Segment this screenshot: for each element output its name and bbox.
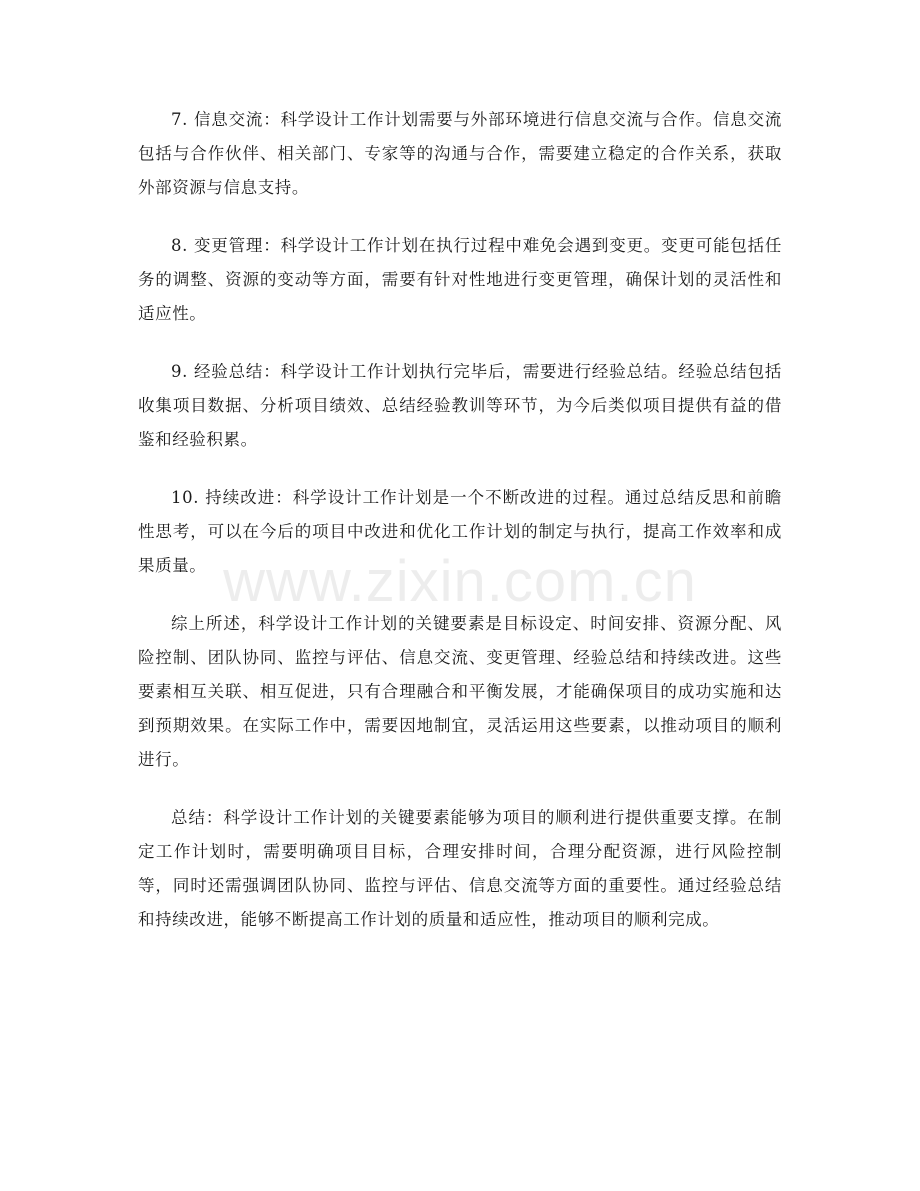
paragraph-change-management: 8. 变更管理：科学设计工作计划在执行过程中难免会遇到变更。变更可能包括任务的调整、资源的变动等方面，需要有针对性地进行变更管理，确保计划的灵活性和适应性。 bbox=[138, 236, 782, 323]
paragraph-continuous-improvement: 10. 持续改进：科学设计工作计划是一个不断改进的过程。通过总结反思和前瞻性思考，可以在今后的项目中改进和优化工作计划的制定与执行，提高工作效率和成果质量。 bbox=[138, 488, 782, 575]
paragraph-overview: 综上所述，科学设计工作计划的关键要素是目标设定、时间安排、资源分配、风险控制、团队协同、监控与评估、信息交流、变更管理、经验总结和持续改进。这些要素相互关联、相互促进，只有合理融合和平衡发展，才能确保项目的成功实施和达到预期效果。在实际工作中，需要因地制宜，灵活运用这些要素，以推动项目的顺利进行。 bbox=[138, 614, 782, 769]
paragraph-information-exchange: 7. 信息交流：科学设计工作计划需要与外部环境进行信息交流与合作。信息交流包括与合作伙伴、相关部门、专家等的沟通与合作，需要建立稳定的合作关系，获取外部资源与信息支持。 bbox=[138, 110, 782, 197]
paragraph-conclusion: 总结：科学设计工作计划的关键要素能够为项目的顺利进行提供重要支撑。在制定工作计划时，需要明确项目目标，合理安排时间，合理分配资源，进行风险控制等，同时还需强调团队协同、监控与评估、信息交流等方面的重要性。通过经验总结和持续改进，能够不断提高工作计划的质量和适应性，推动项目的顺利完成。 bbox=[138, 808, 782, 929]
paragraph-experience-summary: 9. 经验总结：科学设计工作计划执行完毕后，需要进行经验总结。经验总结包括收集项目数据、分析项目绩效、总结经验教训等环节，为今后类似项目提供有益的借鉴和经验积累。 bbox=[138, 362, 782, 449]
watermark-text: www.zixin.com.cn bbox=[223, 549, 697, 614]
document-body bbox=[138, 103, 782, 961]
